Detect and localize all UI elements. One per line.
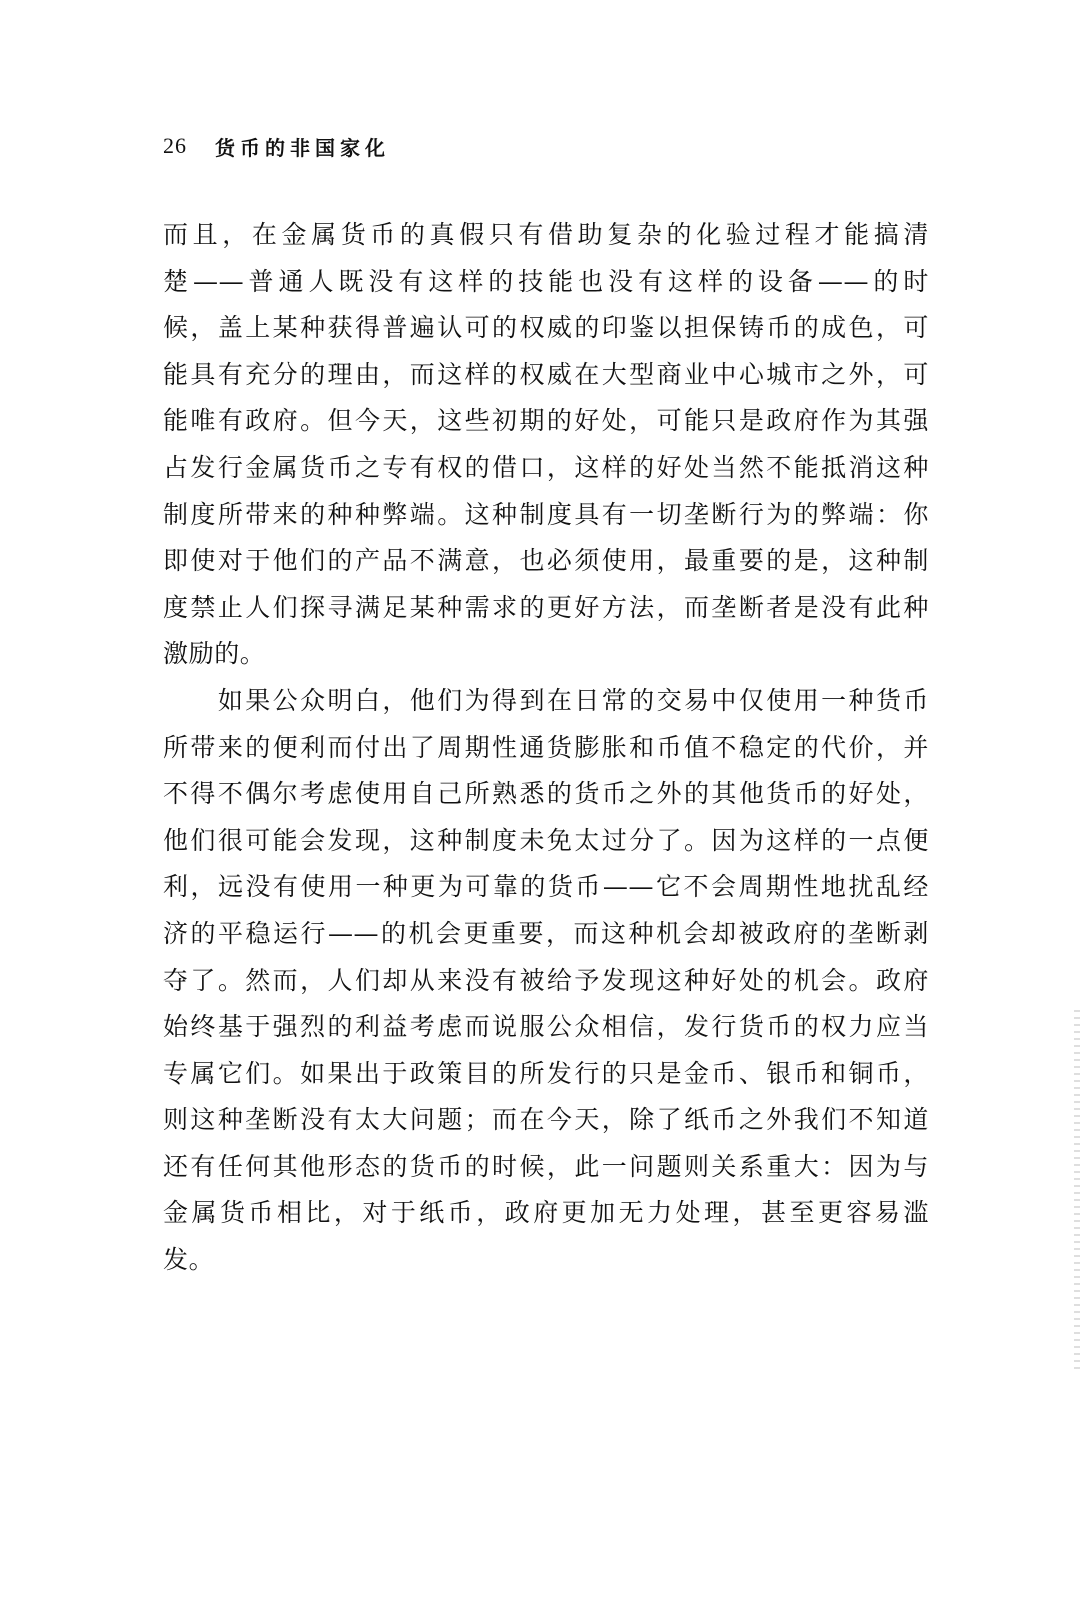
paragraph-2 xyxy=(163,678,929,1284)
text-line: 候，盖上某种获得普遍认可的权威的印鉴以担保铸币的成色，可 xyxy=(163,313,929,343)
text-line: 则这种垄断没有太大问题；而在今天，除了纸币之外我们不知道 xyxy=(163,1105,929,1135)
text-line: 即使对于他们的产品不满意，也必须使用，最重要的是，这种制 xyxy=(163,546,929,576)
text-line: 而且，在金属货币的真假只有借助复杂的化验过程才能搞清 xyxy=(163,220,929,249)
text-line: 专属它们。如果出于政策目的所发行的只是金币、银币和铜币， xyxy=(163,1058,929,1088)
text-line: 楚——普通人既没有这样的技能也没有这样的设备——的时 xyxy=(163,266,929,296)
text-line: 占发行金属货币之专有权的借口，这样的好处当然不能抵消这种 xyxy=(163,452,929,482)
scan-edge-speckle xyxy=(1074,1010,1080,1370)
book-title: 货币的非国家化 xyxy=(215,135,390,160)
text-line: 还有任何其他形态的货币的时候，此一问题则关系重大：因为与 xyxy=(163,1151,929,1181)
text-line: 不得不偶尔考虑使用自己所熟悉的货币之外的其他货币的好处， xyxy=(163,779,929,809)
text-line: 利，远没有使用一种更为可靠的货币——它不会周期性地扰乱经 xyxy=(163,872,929,902)
text-line: 能具有充分的理由，而这样的权威在大型商业中心城市之外，可 xyxy=(163,359,929,389)
paragraph-1 xyxy=(163,212,929,678)
text-line: 能唯有政府。但今天，这些初期的好处，可能只是政府作为其强 xyxy=(163,406,929,436)
running-head xyxy=(163,126,390,166)
text-line: 他们很可能会发现，这种制度未免太过分了。因为这样的一点便 xyxy=(163,825,929,855)
text-line: 如果公众明白，他们为得到在日常的交易中仅使用一种货币 xyxy=(163,685,929,715)
text-line: 度禁止人们探寻满足某种需求的更好方法，而垄断者是没有此种 xyxy=(163,592,929,622)
text-line: 制度所带来的种种弊端。这种制度具有一切垄断行为的弊端：你 xyxy=(163,499,929,529)
text-line: 所带来的便利而付出了周期性通货膨胀和币值不稳定的代价，并 xyxy=(163,732,929,762)
body-text xyxy=(163,212,929,1284)
text-line: 夺了。然而，人们却从来没有被给予发现这种好处的机会。政府 xyxy=(163,965,929,995)
page-number: 26 xyxy=(163,133,187,158)
text-line: 发。 xyxy=(163,1245,215,1275)
text-line: 济的平稳运行——的机会更重要，而这种机会却被政府的垄断剥 xyxy=(163,918,929,948)
text-line: 激励的。 xyxy=(163,639,266,669)
text-line: 金属货币相比，对于纸币，政府更加无力处理，甚至更容易滥 xyxy=(163,1198,929,1228)
text-line: 始终基于强烈的利益考虑而说服公众相信，发行货币的权力应当 xyxy=(163,1012,929,1042)
